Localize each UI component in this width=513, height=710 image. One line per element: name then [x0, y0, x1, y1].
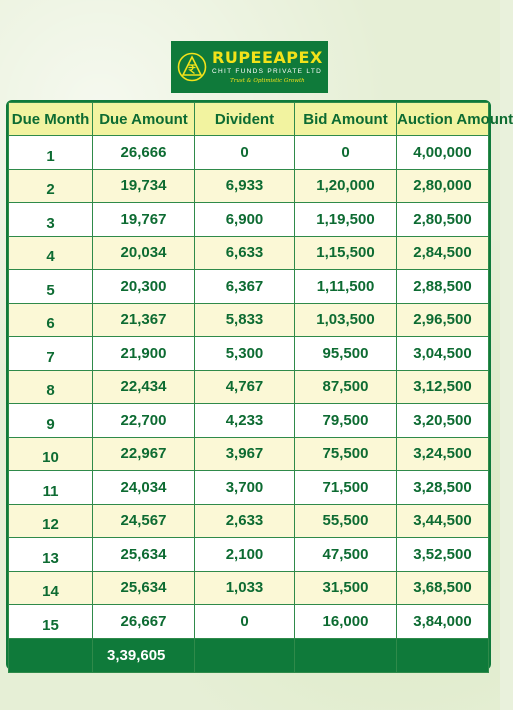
due-amount-cell: 20,034	[93, 236, 195, 270]
divident-cell: 3,700	[195, 471, 295, 505]
footer-empty-cell	[397, 638, 489, 672]
auction-amount-cell: 2,88,500	[397, 270, 489, 304]
divident-cell: 5,833	[195, 303, 295, 337]
divident-cell: 0	[195, 605, 295, 639]
table-row	[9, 236, 489, 270]
divident-cell: 3,967	[195, 437, 295, 471]
chit-schedule-table-container	[6, 100, 513, 670]
due-amount-cell: 24,567	[93, 504, 195, 538]
table-row	[9, 337, 489, 371]
auction-amount-cell: 3,28,500	[397, 471, 489, 505]
table-row	[9, 270, 489, 304]
table-row	[9, 303, 489, 337]
divident-cell: 5,300	[195, 337, 295, 371]
bid-amount-cell: 87,500	[295, 370, 397, 404]
divident-cell: 1,033	[195, 571, 295, 605]
due-month-cell: 10	[9, 437, 93, 471]
due-amount-cell: 25,634	[93, 571, 195, 605]
due-month-cell: 2	[9, 169, 93, 203]
auction-amount-cell: 3,68,500	[397, 571, 489, 605]
table-row	[9, 169, 489, 203]
due-amount-cell: 19,767	[93, 203, 195, 237]
bid-amount-cell: 71,500	[295, 471, 397, 505]
divident-cell: 6,900	[195, 203, 295, 237]
table-row	[9, 571, 489, 605]
footer-empty-cell	[195, 638, 295, 672]
table-header-row	[9, 103, 489, 136]
logo-subtitle: CHIT FUNDS PRIVATE LTD	[212, 68, 323, 75]
rupee-emblem-icon	[177, 52, 207, 82]
bid-amount-cell: 95,500	[295, 337, 397, 371]
table-footer-row	[9, 638, 489, 672]
table-row	[9, 404, 489, 438]
footer-empty-cell	[295, 638, 397, 672]
bid-amount-cell: 31,500	[295, 571, 397, 605]
table-row	[9, 538, 489, 572]
auction-amount-cell: 2,80,000	[397, 169, 489, 203]
due-month-cell: 7	[9, 337, 93, 371]
due-month-cell: 3	[9, 203, 93, 237]
due-amount-cell: 26,666	[93, 136, 195, 170]
logo-tagline: Trust & Optimistic Growth	[230, 77, 305, 84]
due-month-cell: 12	[9, 504, 93, 538]
due-amount-cell: 24,034	[93, 471, 195, 505]
table-row	[9, 504, 489, 538]
logo-text-block	[212, 50, 323, 84]
due-amount-cell: 22,967	[93, 437, 195, 471]
divident-cell: 6,933	[195, 169, 295, 203]
auction-amount-cell: 3,04,500	[397, 337, 489, 371]
bid-amount-cell: 0	[295, 136, 397, 170]
divident-cell: 0	[195, 136, 295, 170]
footer-empty-cell	[9, 638, 93, 672]
bid-amount-cell: 55,500	[295, 504, 397, 538]
auction-amount-cell: 3,84,000	[397, 605, 489, 639]
table-row	[9, 370, 489, 404]
divident-cell: 6,367	[195, 270, 295, 304]
due-month-cell: 15	[9, 605, 93, 639]
due-month-cell: 9	[9, 404, 93, 438]
due-amount-cell: 22,434	[93, 370, 195, 404]
table-body	[9, 136, 489, 639]
auction-amount-cell: 2,96,500	[397, 303, 489, 337]
table-row	[9, 605, 489, 639]
auction-amount-cell: 3,52,500	[397, 538, 489, 572]
header-divident: Divident	[195, 103, 295, 136]
divident-cell: 4,233	[195, 404, 295, 438]
header-due-month: Due Month	[9, 103, 93, 136]
table-row	[9, 471, 489, 505]
due-month-cell: 1	[9, 136, 93, 170]
table-row	[9, 203, 489, 237]
divident-cell: 2,100	[195, 538, 295, 572]
divident-cell: 6,633	[195, 236, 295, 270]
logo-brand-name: RUPEEAPEX	[212, 48, 323, 67]
due-amount-cell: 25,634	[93, 538, 195, 572]
due-amount-cell: 19,734	[93, 169, 195, 203]
bid-amount-cell: 1,11,500	[295, 270, 397, 304]
due-month-cell: 5	[9, 270, 93, 304]
auction-amount-cell: 2,84,500	[397, 236, 489, 270]
bid-amount-cell: 79,500	[295, 404, 397, 438]
due-amount-total: 3,39,605	[93, 638, 195, 672]
due-amount-cell: 22,700	[93, 404, 195, 438]
due-month-cell: 13	[9, 538, 93, 572]
table-row	[9, 136, 489, 170]
due-month-cell: 11	[9, 471, 93, 505]
due-amount-cell: 26,667	[93, 605, 195, 639]
due-amount-cell: 21,367	[93, 303, 195, 337]
due-month-cell: 6	[9, 303, 93, 337]
header-due-amount: Due Amount	[93, 103, 195, 136]
bid-amount-cell: 1,15,500	[295, 236, 397, 270]
due-amount-cell: 21,900	[93, 337, 195, 371]
bid-amount-cell: 75,500	[295, 437, 397, 471]
company-logo	[171, 41, 328, 93]
table-row	[9, 437, 489, 471]
due-month-cell: 8	[9, 370, 93, 404]
due-month-cell: 4	[9, 236, 93, 270]
bid-amount-cell: 47,500	[295, 538, 397, 572]
bid-amount-cell: 1,03,500	[295, 303, 397, 337]
auction-amount-cell: 3,44,500	[397, 504, 489, 538]
auction-amount-cell: 3,24,500	[397, 437, 489, 471]
auction-amount-cell: 2,80,500	[397, 203, 489, 237]
auction-amount-cell: 3,20,500	[397, 404, 489, 438]
header-bid-amount: Bid Amount	[295, 103, 397, 136]
bid-amount-cell: 1,20,000	[295, 169, 397, 203]
bid-amount-cell: 1,19,500	[295, 203, 397, 237]
due-amount-cell: 20,300	[93, 270, 195, 304]
auction-amount-cell: 3,12,500	[397, 370, 489, 404]
auction-amount-cell: 4,00,000	[397, 136, 489, 170]
header-auction-amount: Auction Amount	[397, 103, 489, 136]
chit-schedule-table	[8, 102, 513, 673]
divident-cell: 2,633	[195, 504, 295, 538]
divident-cell: 4,767	[195, 370, 295, 404]
due-month-cell: 14	[9, 571, 93, 605]
bid-amount-cell: 16,000	[295, 605, 397, 639]
